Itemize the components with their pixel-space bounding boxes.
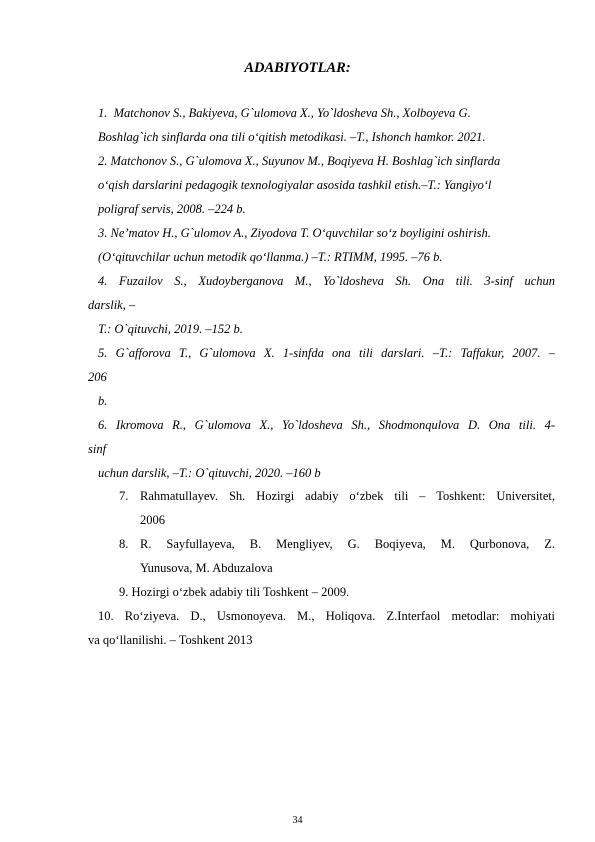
reference-3-line-2: (O‘qituvchilar uchun metodik qo‘llanma.) –T.: RTIMM, 1995. –76 b. [98, 250, 443, 264]
reference-10-line-2: va qo‘llanilishi. – Toshkent 2013 [88, 633, 253, 647]
reference-6-number: 6. [98, 418, 108, 432]
reference-9-text-1: Hozirgi o‘zbek adabiy tili Toshkent – 2009. [131, 585, 350, 599]
reference-4-line-1 [98, 275, 555, 288]
reference-10-line-1 [98, 610, 555, 623]
reference-2-number: 2. [98, 154, 108, 168]
page-number: 34 [292, 815, 303, 826]
reference-1-text-1: Matchonov S., Bakiyeva, G`ulomova X., Yo`ldosheva Sh., Xolboyeva G. [113, 106, 471, 120]
reference-3-number: 3. [98, 226, 108, 240]
reference-4-line-2: darslik, – [88, 298, 136, 312]
reference-2-line-3: poligraf servis, 2008. –224 b. [98, 202, 246, 216]
reference-2-line-1 [98, 155, 500, 168]
reference-8-line-2: Yunusova, M. Abduzalova [140, 561, 273, 575]
reference-3-line-1 [98, 227, 491, 240]
reference-1-line-1 [98, 107, 471, 120]
reference-3-text-1: Ne’matov H., G`ulomov A., Ziyodova T. O‘quvchilar so‘z boyligini oshirish. [110, 226, 491, 240]
reference-2-line-2: o‘qish darslarini pedagogik texnologiyalar asosida tashkil etish.–T.: Yangiyo‘l [98, 178, 492, 192]
reference-5-line-2: 206 [88, 370, 107, 384]
reference-1-line-2: Boshlag`ich sinflarda ona tili o‘qitish metodikasi. –T., Ishonch hamkor. 2021. [98, 130, 486, 144]
reference-6-line-1 [98, 419, 555, 432]
reference-4-number: 4. [98, 274, 108, 288]
reference-4-line-3: T.: O`qituvchi, 2019. –152 b. [98, 322, 243, 336]
reference-5-line-1 [98, 347, 555, 360]
reference-10-number: 10. [98, 609, 114, 623]
reference-7-number: 7. [119, 489, 129, 503]
reference-7-line-2: 2006 [140, 513, 165, 527]
reference-6-text-1: Ikromova R., G`ulomova X., Yo`ldosheva Sh., Shodmonqulova D. Ona tili. 4- [116, 418, 555, 432]
reference-8-number: 8. [119, 537, 129, 551]
reference-2-text-1: Matchonov S., G`ulomova X., Suyunov M., Boqiyeva H. Boshlag`ich sinflarda [110, 154, 501, 168]
reference-6-line-2: sinf [88, 442, 107, 456]
page-title: ADABIYOTLAR: [244, 60, 351, 76]
reference-9-number: 9. [119, 585, 129, 599]
reference-1-number: 1. [98, 106, 108, 120]
reference-7-line-1: Rahmatullayev. Sh. Hozirgi adabiy o‘zbek tili – Toshkent: Universitet, [140, 489, 555, 503]
reference-6-line-3: uchun darslik, –T.: O`qituvchi, 2020. –160 b [98, 466, 321, 480]
reference-5-text-1: G`afforova T., G`ulomova X. 1-sinfda ona tili darslari. –T.: Taffakur, 2007. – [115, 346, 556, 360]
reference-5-number: 5. [98, 346, 108, 360]
reference-8-line-1: R. Sayfullayeva, B. Mengliyev, G. Boqiyeva, M. Qurbonova, Z. [140, 537, 555, 551]
reference-10-text-1: Ro‘ziyeva. D., Usmonoyeva. M., Holiqova. Z.Interfaol metodlar: mohiyati [124, 609, 555, 623]
reference-9-line-1 [119, 586, 349, 599]
reference-4-text-1: Fuzailov S., Xudoyberganova M., Yo`ldosheva Sh. Ona tili. 3-sinf uchun [118, 274, 555, 288]
reference-5-line-3: b. [98, 394, 108, 408]
